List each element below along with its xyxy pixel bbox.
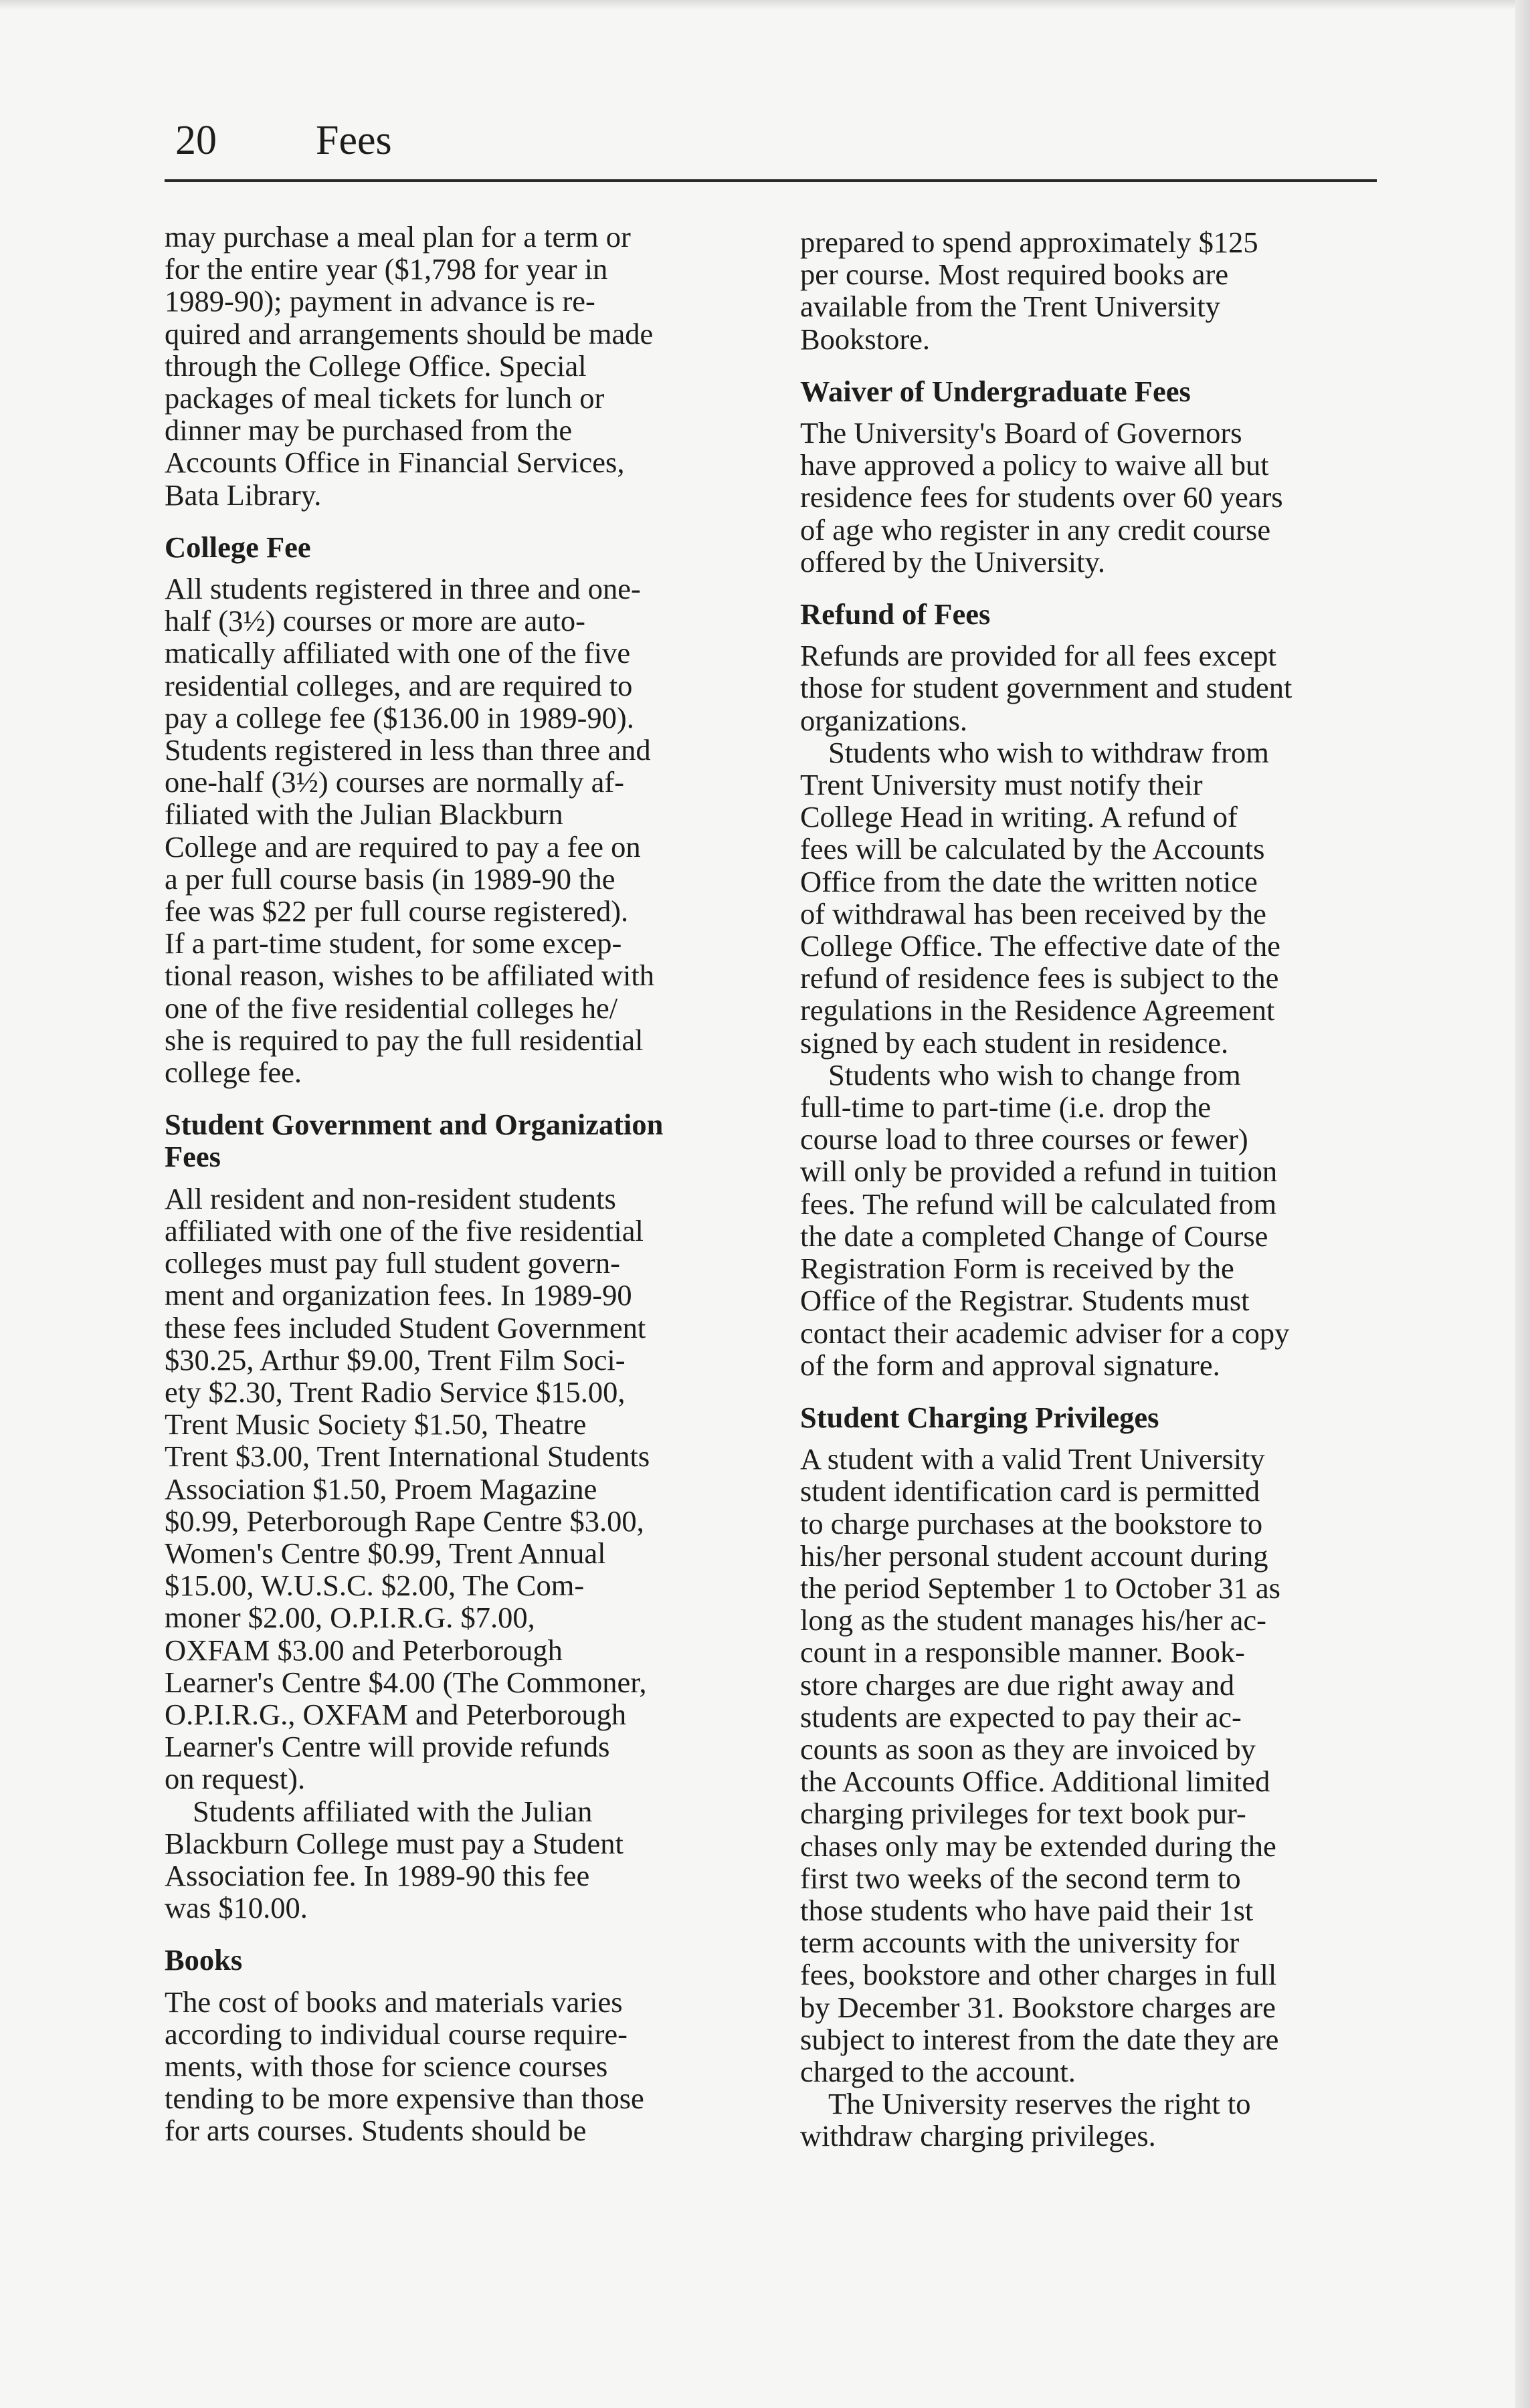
text-line: of age who register in any credit course: [800, 512, 1271, 546]
text-line: those students who have paid their 1st: [800, 1893, 1254, 1927]
page-edge-shadow-right: [1515, 0, 1530, 2408]
text-line: on request).: [165, 1762, 306, 1796]
text-line: long as the student manages his/her ac-: [800, 1603, 1266, 1637]
text-line: 1989-90); payment in advance is re-: [165, 284, 595, 318]
text-line: subject to interest from the date they are: [800, 2022, 1279, 2056]
text-line: residential colleges, and are required to: [165, 668, 633, 702]
text-line: organizations.: [800, 703, 968, 737]
heading-line: Refund of Fees: [800, 597, 991, 631]
text-line: Bata Library.: [165, 478, 322, 512]
text-line: College Office. The effective date of the: [800, 929, 1280, 963]
text-line: contact their academic adviser for a copy: [800, 1316, 1290, 1350]
spacer: [800, 407, 1389, 417]
text-line: of the form and approval signature.: [800, 1348, 1220, 1382]
spacer: [800, 630, 1389, 639]
section-title: Fees: [316, 118, 392, 163]
section-heading: [165, 1944, 753, 1976]
spacer: [165, 1088, 753, 1108]
text-line: fees, bookstore and other charges in full: [800, 1958, 1277, 1992]
text-line: first two weeks of the second term to: [800, 1861, 1241, 1895]
text-line: prepared to spend approximately $125: [800, 225, 1258, 259]
spacer: [800, 578, 1389, 598]
heading-line: Waiver of Undergraduate Fees: [800, 374, 1191, 408]
body-paragraph: [800, 226, 1389, 355]
spacer: [800, 355, 1389, 375]
text-line: Students who wish to change from: [828, 1058, 1241, 1092]
text-line: per course. Most required books are: [800, 258, 1229, 292]
text-line: for arts courses. Students should be: [165, 2114, 587, 2148]
text-line: the Accounts Office. Additional limited: [800, 1765, 1270, 1799]
text-line: ment and organization fees. In 1989-90: [165, 1278, 632, 1312]
text-line: term accounts with the university for: [800, 1926, 1240, 1960]
header-rule: [165, 179, 1377, 182]
text-line: Learner's Centre $4.00 (The Commoner,: [165, 1665, 647, 1699]
text-line: was $10.00.: [165, 1891, 308, 1925]
body-paragraph: [165, 1183, 753, 1795]
text-line: $15.00, W.U.S.C. $2.00, The Com-: [165, 1569, 585, 1603]
section-heading: [800, 1401, 1389, 1433]
text-line: matically affiliated with one of the five: [165, 636, 631, 670]
text-line: through the College Office. Special: [165, 348, 587, 383]
text-line: $30.25, Arthur $9.00, Trent Film Soci-: [165, 1342, 626, 1377]
text-line: The University's Board of Governors: [800, 416, 1242, 450]
body-paragraph: [165, 221, 753, 511]
text-line: All students registered in three and one-: [165, 572, 641, 606]
heading-line: College Fee: [165, 530, 311, 564]
text-line: half (3½) courses or more are auto-: [165, 604, 585, 638]
text-line: All resident and non-resident students: [165, 1181, 616, 1215]
text-line: refund of residence fees is subject to the: [800, 961, 1279, 995]
text-line: store charges are due right away and: [800, 1668, 1235, 1702]
text-line: available from the Trent University: [800, 290, 1220, 324]
right-column: [800, 226, 1389, 2152]
section-heading: [800, 375, 1389, 407]
text-line: filiated with the Julian Blackburn: [165, 797, 563, 831]
text-line: Bookstore.: [800, 322, 931, 356]
text-line: $0.99, Peterborough Rape Centre $3.00,: [165, 1504, 644, 1538]
text-line: by December 31. Bookstore charges are: [800, 1990, 1276, 2024]
text-line: tional reason, wishes to be affiliated with: [165, 959, 655, 993]
text-line: Women's Centre $0.99, Trent Annual: [165, 1536, 606, 1570]
text-line: Students who wish to withdraw from: [828, 735, 1269, 769]
text-line: charged to the account.: [800, 2054, 1076, 2088]
text-line: Association fee. In 1989-90 this fee: [165, 1858, 590, 1892]
text-line: counts as soon as they are invoiced by: [800, 1732, 1256, 1766]
body-paragraph: [165, 1795, 753, 1924]
text-line: ety $2.30, Trent Radio Service $15.00,: [165, 1375, 626, 1409]
text-line: Trent University must notify their: [800, 768, 1203, 802]
spacer: [165, 1173, 753, 1183]
text-line: O.P.I.R.G., OXFAM and Peterborough: [165, 1697, 627, 1731]
text-line: regulations in the Residence Agreement: [800, 993, 1275, 1027]
text-line: pay a college fee ($136.00 in 1989-90).: [165, 700, 634, 734]
body-paragraph: [800, 1059, 1389, 1381]
text-line: of withdrawal has been received by the: [800, 896, 1266, 930]
section-heading: [165, 1108, 753, 1173]
text-line: a per full course basis (in 1989-90 the: [165, 862, 615, 896]
left-column: [165, 221, 753, 2147]
running-head: [175, 114, 1379, 167]
text-line: Blackburn College must pay a Student: [165, 1826, 624, 1860]
page-edge-shadow-top: [0, 0, 1530, 9]
body-paragraph: [800, 417, 1389, 578]
text-line: residence fees for students over 60 years: [800, 480, 1283, 514]
text-line: college fee.: [165, 1056, 302, 1090]
text-line: according to individual course require-: [165, 2017, 628, 2051]
text-line: those for student government and student: [800, 671, 1293, 705]
text-line: Students registered in less than three and: [165, 733, 651, 767]
text-line: moner $2.00, O.P.I.R.G. $7.00,: [165, 1601, 535, 1635]
text-line: Refunds are provided for all fees except: [800, 639, 1276, 673]
spacer: [165, 563, 753, 573]
text-line: one of the five residential colleges he/: [165, 991, 618, 1025]
text-line: Office from the date the written notice: [800, 864, 1258, 898]
text-line: students are expected to pay their ac-: [800, 1700, 1242, 1734]
text-line: chases only may be extended during the: [800, 1829, 1276, 1863]
heading-line: Fees: [165, 1140, 221, 1174]
text-line: course load to three courses or fewer): [800, 1122, 1248, 1157]
spacer: [800, 1433, 1389, 1443]
text-line: Office of the Registrar. Students must: [800, 1284, 1250, 1318]
heading-line: Student Charging Privileges: [800, 1400, 1159, 1434]
text-line: Association $1.50, Proem Magazine: [165, 1472, 597, 1506]
text-line: full-time to part-time (i.e. drop the: [800, 1090, 1212, 1124]
text-line: the date a completed Change of Course: [800, 1219, 1268, 1253]
text-line: ments, with those for science courses: [165, 2049, 608, 2083]
text-line: OXFAM $3.00 and Peterborough: [165, 1633, 563, 1667]
text-line: these fees included Student Government: [165, 1310, 646, 1344]
spacer: [165, 1977, 753, 1986]
text-line: packages of meal tickets for lunch or: [165, 381, 605, 415]
text-line: Accounts Office in Financial Services,: [165, 445, 625, 480]
text-line: The University reserves the right to: [828, 2087, 1251, 2121]
text-line: she is required to pay the full residential: [165, 1023, 644, 1057]
text-line: tending to be more expensive than those: [165, 2082, 644, 2116]
text-line: fees will be calculated by the Accounts: [800, 832, 1265, 866]
text-line: If a part-time student, for some excep-: [165, 926, 622, 961]
spacer: [800, 1381, 1389, 1401]
body-paragraph: [165, 573, 753, 1088]
text-line: The cost of books and materials varies: [165, 1985, 623, 2019]
body-paragraph: [165, 1986, 753, 2147]
text-line: one-half (3½) courses are normally af-: [165, 765, 624, 799]
text-line: charging privileges for text book pur-: [800, 1797, 1246, 1831]
text-line: to charge purchases at the bookstore to: [800, 1506, 1263, 1540]
text-line: have approved a policy to waive all but: [800, 448, 1269, 482]
text-line: offered by the University.: [800, 544, 1105, 579]
text-line: withdraw charging privileges.: [800, 2119, 1156, 2153]
text-line: quired and arrangements should be made: [165, 316, 654, 350]
text-line: fee was $22 per full course registered).: [165, 894, 629, 928]
text-line: for the entire year ($1,798 for year in: [165, 252, 608, 286]
text-line: fees. The refund will be calculated from: [800, 1187, 1277, 1221]
text-line: affiliated with one of the five residential: [165, 1213, 644, 1247]
text-line: signed by each student in residence.: [800, 1025, 1229, 1060]
text-line: Trent $3.00, Trent International Students: [165, 1439, 650, 1474]
text-line: dinner may be purchased from the: [165, 413, 573, 447]
body-paragraph: [800, 736, 1389, 1059]
body-paragraph: [800, 639, 1389, 736]
heading-line: Books: [165, 1943, 243, 1977]
text-line: student identification card is permitted: [800, 1474, 1260, 1508]
section-heading: [165, 531, 753, 563]
text-line: will only be provided a refund in tuition: [800, 1155, 1278, 1189]
text-line: Learner's Centre will provide refunds: [165, 1730, 610, 1764]
page-number: 20: [175, 118, 217, 163]
body-paragraph: [800, 2088, 1389, 2152]
text-line: A student with a valid Trent University: [800, 1442, 1265, 1476]
text-line: his/her personal student account during: [800, 1538, 1268, 1573]
text-line: colleges must pay full student govern-: [165, 1246, 620, 1280]
spacer: [165, 1924, 753, 1944]
text-line: Students affiliated with the Julian: [193, 1794, 593, 1828]
heading-line: Student Government and Organization: [165, 1108, 664, 1142]
text-line: College and are required to pay a fee on: [165, 829, 641, 864]
body-paragraph: [800, 1443, 1389, 2088]
spacer: [165, 511, 753, 531]
section-heading: [800, 598, 1389, 630]
text-line: College Head in writing. A refund of: [800, 800, 1238, 834]
text-line: count in a responsible manner. Book-: [800, 1635, 1245, 1670]
text-line: Registration Form is received by the: [800, 1251, 1234, 1286]
text-line: may purchase a meal plan for a term or: [165, 220, 631, 254]
text-line: the period September 1 to October 31 as: [800, 1571, 1280, 1605]
text-line: Trent Music Society $1.50, Theatre: [165, 1407, 587, 1441]
